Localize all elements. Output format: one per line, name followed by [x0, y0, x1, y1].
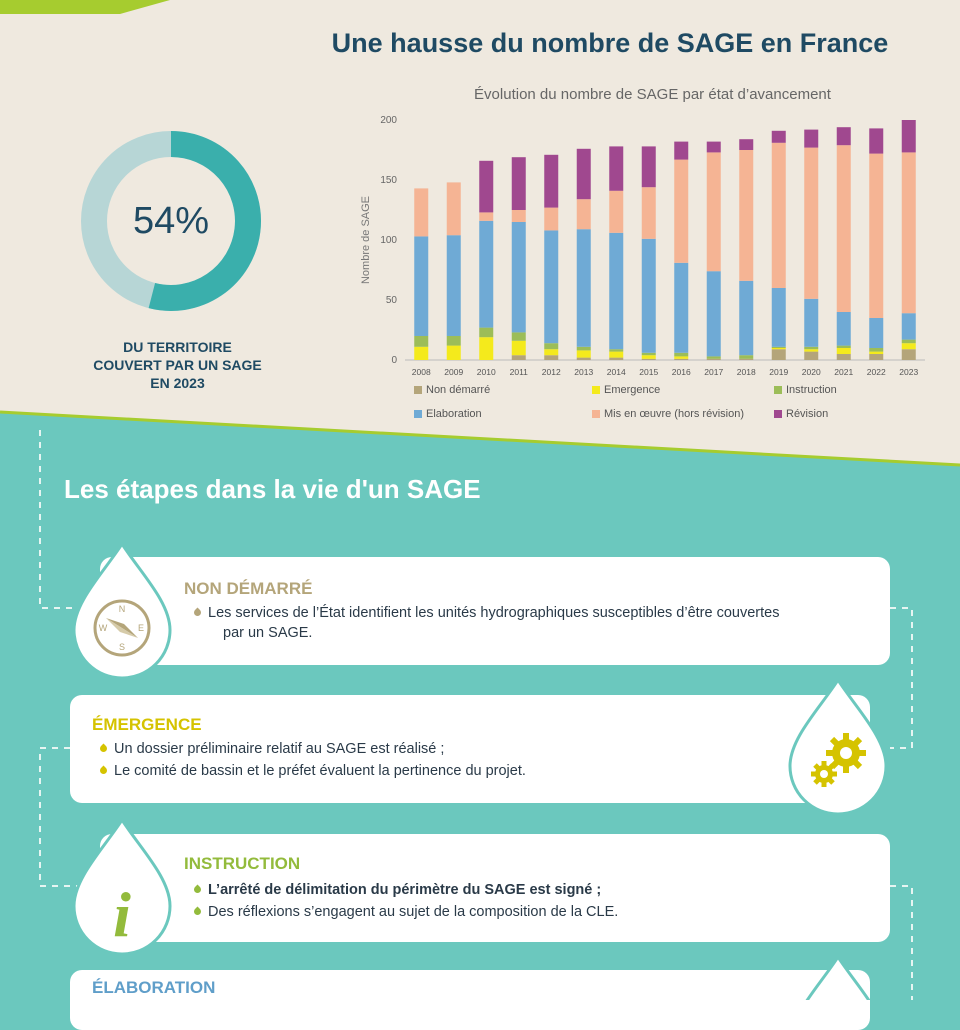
x-tick-label: 2021	[834, 367, 854, 377]
compass-e: E	[137, 623, 145, 633]
bullet-dot	[193, 885, 203, 895]
x-tick-label: 2022	[866, 367, 886, 377]
caption-line-2: COUVERT PAR UN SAGE	[93, 357, 262, 373]
x-tick-label: 2015	[639, 367, 659, 377]
coverage-percent: 54%	[132, 200, 210, 242]
step-bullet	[114, 739, 774, 759]
legend-label: Révision	[786, 408, 829, 420]
bullet-dot	[99, 744, 109, 754]
bullet-dot	[99, 766, 109, 776]
steps-title: Les étapes dans la vie d'un SAGE	[64, 474, 481, 504]
step-label: ÉMERGENCE	[92, 715, 202, 734]
bullet-text: L’arrêté de délimitation du périmètre du SAGE est signé ;	[208, 882, 602, 898]
compass-w: W	[98, 623, 108, 633]
bullet-text: Un dossier préliminaire relatif au SAGE est réalisé ;	[114, 741, 445, 757]
x-tick-label: 2018	[736, 367, 756, 377]
chart-title: Évolution du nombre de SAGE par état d’avancement	[474, 86, 831, 103]
compass-s: S	[118, 642, 126, 652]
step-bullet	[208, 603, 848, 623]
legend-label: Emergence	[604, 384, 661, 396]
bullet-text: par un SAGE.	[223, 625, 313, 641]
step-bullet	[114, 761, 774, 781]
bullet-text: Des réflexions s’engagent au sujet de la composition de la CLE.	[208, 904, 619, 920]
y-tick-label: 150	[380, 175, 397, 186]
x-tick-label: 2013	[574, 367, 594, 377]
bullet-dot	[193, 608, 203, 618]
legend-label: Elaboration	[426, 408, 482, 420]
x-tick-label: 2012	[541, 367, 561, 377]
legend-label: Mis en œuvre (hors révision)	[604, 408, 744, 420]
step-card-emergence	[70, 695, 870, 803]
y-axis-label: Nombre de SAGE	[360, 195, 372, 285]
caption-line-3: EN 2023	[150, 375, 205, 391]
step-bullet-continued	[223, 623, 863, 643]
x-tick-label: 2016	[671, 367, 691, 377]
x-tick-label: 2008	[411, 367, 431, 377]
legend-label: Non démarré	[426, 384, 491, 396]
x-tick-label: 2020	[801, 367, 821, 377]
x-tick-label: 2011	[509, 367, 528, 377]
step-card-elaboration	[70, 970, 870, 1030]
y-tick-label: 100	[380, 235, 397, 246]
gears-icon	[782, 678, 894, 816]
compass-n: N	[118, 604, 126, 614]
step-label: INSTRUCTION	[184, 854, 301, 873]
info-glyph: i	[113, 879, 131, 950]
y-tick-label: 0	[391, 355, 397, 366]
step-card-non-demarre	[100, 557, 890, 665]
step-label: NON DÉMARRÉ	[184, 579, 313, 598]
y-tick-label: 50	[385, 295, 397, 306]
bullet-dot	[193, 907, 203, 917]
legend-label: Instruction	[786, 384, 837, 396]
x-tick-label: 2017	[704, 367, 724, 377]
caption-line-1: DU TERRITOIRE	[123, 339, 232, 355]
x-tick-label: 2009	[444, 367, 464, 377]
bullet-text: Le comité de bassin et le préfet évaluent la pertinence du projet.	[114, 763, 526, 779]
step-bullet	[208, 902, 848, 922]
step-label: ÉLABORATION	[92, 978, 216, 997]
step-bullet	[208, 880, 848, 900]
x-tick-label: 2010	[476, 367, 496, 377]
bullet-text: Les services de l’État identifient les unités hydrographiques susceptibles d’être couvertes	[208, 605, 780, 621]
x-tick-label: 2019	[769, 367, 789, 377]
step-card-instruction	[100, 834, 890, 942]
y-tick-label: 200	[380, 115, 397, 126]
compass-icon	[66, 542, 178, 680]
x-tick-label: 2023	[899, 367, 919, 377]
x-tick-label: 2014	[606, 367, 626, 377]
page-title: Une hausse du nombre de SAGE en France	[331, 28, 889, 58]
info-icon	[66, 818, 178, 956]
drop-icon-partial	[782, 955, 894, 1000]
